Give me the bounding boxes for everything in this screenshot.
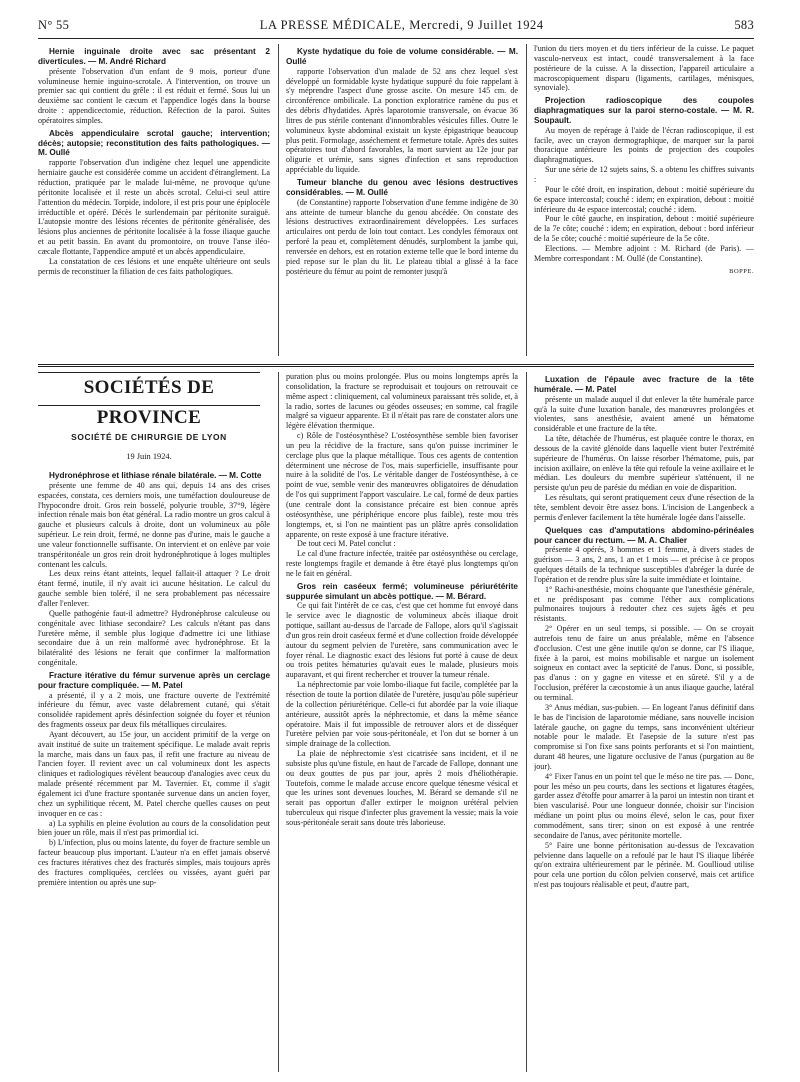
article-heading: Projection radioscopique des coupoles diaphragmatiques sur la paroi sterno-costale. — M. R. Soupault. <box>534 96 754 125</box>
article-heading: Tumeur blanche du genou avec lésions destructives considérables. — M. Oullé <box>286 177 518 197</box>
paragraph: Quelle pathogénie faut-il admettre? Hydronéphrose calculeuse ou congénitale avec lithiase secondaire? Les calculs n'étant pas dans l'uretère même, il semble plus logique d'admettre ici une lithiase secondaire due à un rein malformé avec hydronéphrose. Et la bilatéralité des lésions ne ferait que confirmer la malformation congénitale. <box>38 608 270 668</box>
signature: BOPPE. <box>729 267 754 275</box>
paragraph: a présenté, il y a 2 mois, une fracture ouverte de l'extrémité inférieure du fémur, avec vaste délabrement cutané, qui s'était consolidée rapidement après désinfection soignée du foyer et réunion des fragments osseux par deux fils métalliques circulaires. <box>38 690 270 730</box>
paragraph: Le cal d'une fracture infectée, traitée par ostéosynthèse ou cerclage, reste longtemps fragile et demande à être étayé plus longtemps qu'on ne le fait en général. <box>286 549 518 578</box>
column-divider <box>278 44 279 356</box>
top-column-3 <box>534 44 754 356</box>
paragraph: Les deux reins étant atteints, lequel fallait-il attaquer ? Le droit étant fermé, inutile, il n'y avait ici aucune hésitation. Le calcul du gauche semble bien toléré, il ne sera probablement pas nécessaire d'aller l'enlever. <box>38 569 270 608</box>
journal-title: LA PRESSE MÉDICALE, Mercredi, 9 Juillet 1924 <box>259 18 544 32</box>
bottom-column-3 <box>534 372 754 1072</box>
section-rule <box>38 364 754 367</box>
top-column-2 <box>286 44 518 356</box>
paragraph: Elections. — Membre adjoint : M. Richard (de Paris). — Membre correspondant : M. Oullé (de Constantine). <box>534 243 754 263</box>
meeting-date: 19 Juin 1924. <box>126 452 172 461</box>
article-heading: Luxation de l'épaule avec fracture de la tête humérale. — M. Patel <box>534 375 754 394</box>
paragraph: b) L'infection, plus ou moins latente, du foyer de fracture semble un facteur beaucoup plus important. L'auteur n'a en effet jamais observé ces fractures itératives chez des fracturés simples, mais toujours après des fractures compliquées, cerclées ou vissées, ayant guéri par première intention ou après une sup- <box>38 838 270 887</box>
page-number: 583 <box>734 18 754 32</box>
paragraph: présente une femme de 40 ans qui, depuis 14 ans des crises espacées, constata, ces derniers mois, une tuméfaction douloureuse de l'hypocondre droit. Gros rein bosselé, polyurie trouble, 37°9, légère infection rénale mais bon état général. La radio montre un gros calcul à gauche et plusieurs calculs à droite, dont un volumineux au pôle supérieur. Le rein droit, fermé, ne donne pas d'urine, mais le gauche a une valeur fonctionnelle suffisante. On intervient et on enlève par voie transpéritonéale un gros rein droit hydronéphrotique à loges multiples contenant les calculs. <box>38 480 270 569</box>
column-divider <box>278 372 279 1072</box>
article-heading: Gros rein caséeux fermé; volumineuse périurétérite suppurée simulant un abcès pottique. — M. Bérard. <box>286 581 518 601</box>
paragraph: 4° Fixer l'anus en un point tel que le méso ne tire pas. — Donc, pour les méso un peu courts, dans les sections et ligatures étagées, garder assez d'étoffe pour amarrer à la paroi un intestin non tirant et bien vascularisé. Pour une longueur donnée, choisir sur l'incision médiane un point plus ou moins élevé, selon le cas, pour fixer commodément, sans tirer; sinon on est exposé à une rentrée secondaire de l'anus, avec péritonite mortelle. <box>534 771 754 840</box>
paragraph: 2° Opérer en un seul temps, si possible. — On se croyait autrefois tenu de faire un anus préalable, même en l'absence d'occlusion. C'est une gêne inutile qu'on se donne, car l'S iliaque, fixée à la paroi, est moins mobilisable et nargue un isolement soigneux en contact avec la septicité de l'anus. Donc, si possible, pas d'anus : on y gagne en vitesse et en sûreté. S'il y a de l'occlusion, préférer la cæcostomie à un anus iliaque gauche, latéral ou terminal. <box>534 624 754 702</box>
paragraph: Pour le côté droit, en inspiration, debout : moitié supérieure du 6e espace intercostal; couché : idem; en expiration, debout : moitié inférieure du 4e espace intercostal; couché : idem. <box>534 184 754 214</box>
paragraph: (de Constantine) rapporte l'observation d'une femme indigène de 30 ans atteinte de tumeur blanche du genou abcédée. On constate des lésions destructives extraordinairement développées. Les surfaces articulaires ont perdu de loin tout contact. Les condyles fémoraux ont perforé la peau et, complètement dénudés, surplombent la jambe qui, renversée en dehors, est en rotation externe telle que le bord interne du pied repose sur le plan du lit. Le plateau tibial a glissé à la face postérieure du fémur au point de remonter jusqu'à <box>286 197 518 276</box>
bottom-column-1 <box>38 468 270 1072</box>
paragraph: puration plus ou moins prolongée. Plus ou moins longtemps après la consolidation, la fracture se reproduisait et toujours on retrouvait ce même aspect : cliniquement, cal volumineux paraissant très solide, et, à la radio, sortes de lacunes ou géodes osseuses; en somme, cal fragile malgré sa vigueur apparente. Et il n'était pas rare de constater alors une légère élévation thermique. <box>286 372 518 431</box>
paragraph: Ce qui fait l'intérêt de ce cas, c'est que cet homme fut envoyé dans le service avec le diagnostic de volumineux abcès iliaque droit pottique, saillant au-dessus de l'arcade de Fallope, alors qu'il s'agissait d'un gros rein droit caséeux fermé et d'une collection froide développée autour du segment pelvien de l'uretère, sans communication avec le foyer rénal. Le diagnostic exact des lésions fut porté à cause de deux ou trois petites hématuries qu'avait eues le malade, plusieurs mois auparavant, et qui firent rechercher et trouver la tumeur rénale. <box>286 601 518 680</box>
paragraph: 1° Rachi-anesthésie, moins choquante que l'anesthésie générale, et ne prédisposant pas comme l'éther aux complications pulmonaires toujours à redouter chez ces sujets âgés et peu résistants. <box>534 584 754 624</box>
paragraph: présente 4 opérés, 3 hommes et 1 femme, à divers stades de guérison — 3 ans, 2 ans, 1 an et 1 mois — et précise à ce propos quelques détails de la technique susceptibles d'abréger la durée de l'opération et de rendre plus sûre la suite immédiate et lointaine. <box>534 545 754 584</box>
society-heading: SOCIÉTÉ DE CHIRURGIE DE LYON <box>71 432 227 442</box>
article-heading: Kyste hydatique du foie de volume considérable. — M. Oullé <box>286 47 518 66</box>
paragraph: l'union du tiers moyen et du tiers inférieur de la cuisse. Le paquet vasculo-nerveux est intact, coudé transversalement à la face postérieure de la cuisse. A la dissection, l'appareil articulaire a macroscopiquement disparu (ligaments, cartilages, ménisques, synoviale). <box>534 44 754 93</box>
paragraph: rapporte l'observation d'un malade de 52 ans chez lequel s'est développé un formidable kyste hydatique suppuré du foie rappelant à s'y méprendre l'aspect d'une grosse ascite. On mesure 145 cm. de circonférence ombilicale. La ponction exploratrice ramène du pus et des débris d'hydatides. Après laparotomie transversale, on évacue 36 litres de pus stérile contenant d'innombrables vésicules filles. Outre le volumineux kyste abdominal existait un kyste épigastrique beaucoup plus petit. Formolage, asséchement et fermeture totale. Après des suites opératoires tout d'abord favorables, la mort survient au 12e jour par oligurie et urémie, sans signes d'infection et sans reproduction appréciable du liquide. <box>286 66 518 175</box>
column-divider <box>526 372 527 1072</box>
paragraph: La tête, détachée de l'humérus, est plaquée contre le thorax, en dessous de la cavité glénoïde dans laquelle vient buter l'extrémité supérieure de l'humérus. On laisse résorber l'hématome, puis, par incision axillaire, on enlève la tête qui refoule la veine axillaire et le médian. Les douleurs du membre supérieur s'atténuent, il ne persiste qu'un peu de parésie du médian en voie de disparition. <box>534 434 754 493</box>
header-rule <box>38 38 754 39</box>
paragraph: Pour le côté gauche, en inspiration, debout : moitié supérieure de la 7e côte; couché : idem; en expiration, debout : bord inférieur de la 5e côte; couché : moitié supérieure de la 5e côte. <box>534 214 754 244</box>
paragraph: c) Rôle de l'ostéosynthèse? L'ostéosynthèse semble bien favoriser un peu la récidive de la fracture, sans qu'on puisse incriminer le cerclage plus que la plaque métallique. Tous ces agents de contention déterminent une nécrose de l'os, mais superficielle, insuffisante pour nuire à la solidité de l'os. Le véritable danger de l'ostéosynthèse, à ce point de vue, semble venir des manœuvres obligatoires de dénudation de l'os qui suppriment l'apport vasculaire. Le cal, formé de deux parties (une centrale dont la consistance précaire est bien connue après ostéosynthèse, une périphérique encore plus faible), reste mou très longtemps, et, si l'on ne maintient pas un plâtre après consolidation apparente, on reste exposé à une fracture itérative. <box>286 431 518 539</box>
running-header <box>38 18 754 36</box>
article-heading: Hernie inguinale droite avec sac présentant 2 diverticules. — M. André Richard <box>38 47 270 66</box>
paragraph: Les résultats, qui seront pratiquement ceux d'une résection de la tête, semblent devoir être assez bons. L'incision de Langenbeck a permis d'enlever facilement la tête humérale logée dans l'aisselle. <box>534 493 754 522</box>
article-heading: Quelques cas d'amputations abdomino-périnéales pour cancer du rectum. — M. A. Chalier <box>534 525 754 545</box>
paragraph: 5° Faire une bonne péritonisation au-dessus de l'excavation pelvienne dans laquelle on a refoulé par le haut l'S iliaque libérée qu'on extraira ultérieurement par le périnée. M. Goullioud utilise pour cela une portion du côlon pelvien conservé, mais cet artifice n'est pas toujours réalisable et peut, d'autre part, <box>534 840 754 890</box>
paragraph: 3° Anus médian, sus-pubien. — En logeant l'anus définitif dans le bas de l'incision de laparotomie médiane, sans nouvelle incision latérale gauche, on gagne du temps, sans inconvénient ultérieur notable pour le malade. Et l'asepsie de la suture n'est pas compromise si l'on fixe sans points perforants et si l'on maintient, durant 48 heures, une ligature occlusive de l'anus (purgation au 8e jour). <box>534 702 754 771</box>
article-heading: Abcès appendiculaire scrotal gauche; intervention; décès; autopsie; reconstitution des faits pathologiques. — M. Oullé <box>38 128 270 158</box>
section-banner: SOCIÉTÉS DE PROVINCE <box>38 372 260 406</box>
article-heading: Hydronéphrose et lithiase rénale bilatérale. — M. Cotte <box>49 471 262 480</box>
paragraph: Sur une série de 12 sujets sains, S. a obtenu les chiffres suivants : <box>534 165 754 184</box>
paragraph: présente un malade auquel il dut enlever la tête humérale parce qu'à la suite d'une luxation banale, des manœuvres prolongées et violentes, sans anesthésie, avaient amené un hématome considérable et une fracture de la tête. <box>534 394 754 434</box>
paragraph: La néphrectomie par voie lombo-iliaque fut facile, complétée par la résection de toute la portion dilatée de l'uretère, jusqu'au pôle supérieur de la collection périurétérique. Celle-ci fut abordée par la voie iliaque antérieure, aussitôt après la néphrectomie, et dans la même séance opératoire. Mais il fut impossible de retrouver alors et de disséquer l'uretère pelvien par voie sous-péritonéale, et l'on dut se borner à un simple drainage de la collection. <box>286 680 518 749</box>
top-column-1 <box>38 44 270 356</box>
paragraph: La constatation de ces lésions et une enquête ultérieure ont seuls permis de reconstituer la filiation de ces faits pathologiques. <box>38 256 270 276</box>
bottom-column-2 <box>286 372 518 1072</box>
paragraph: Au moyen de repérage à l'aide de l'écran radioscopique, il est facile, avec un crayon dermographique, de marquer sur la paroi thoracique antérieure les points de projection des coupoles diaphragmatiques. <box>534 125 754 165</box>
paragraph: présente l'observation d'un enfant de 9 mois, porteur d'une volumineuse hernie inguino-scrotale. A l'intervention, on trouve un premier sac qui contient du grêle : il est réduit et fermé. Sous lui un deuxième sac contient le cæcum et l'appendice logés dans la bourse droite : appendicectomie, réduction. Réfection de la paroi. Suites opératoires simples. <box>38 66 270 125</box>
article-heading: Fracture itérative du fémur survenue après un cerclage pour fracture compliquée. — M. Patel <box>38 670 270 690</box>
column-divider <box>526 44 527 356</box>
paragraph: De tout ceci M. Patel conclut : <box>297 539 396 549</box>
issue-number: N° 55 <box>38 18 70 32</box>
paragraph: a) La syphilis en pleine évolution au cours de la consolidation peut bien jouer un rôle, mais il n'est pas primordial ici. <box>38 818 270 838</box>
paragraph: Ayant découvert, au 15e jour, un accident primitif de la verge on avait institué de suite un traitement spécifique. Le malade avait repris la marche, mais dans un faux pas, il refit une fracture au niveau de l'ancien foyer. Il revient avec un cal volumineux dont les aspects cliniques et radiologiques révèlent beaucoup d'analogies avec ceux du malade présenté récemment par M. Tavernier. Et, comme il s'agit également ici d'une fracture spontanée survenue dans un ancien foyer, chez un syphilitique récent, M. Patel cherche quelles causes on peut invoquer en ce cas : <box>38 729 270 818</box>
paragraph: La plaie de néphrectomie s'est cicatrisée sans incident, et il ne subsiste plus qu'une fistule, en haut de l'arcade de Fallope, donnant une ou deux gouttes de pus par jour, après 2 mois d'héliothérapie. Toutefois, comme le malade accuse encore quelque ténesme vésical et que les urines sont devenues louches, M. Bérard se demande s'il ne serait pas opportun d'aller extirper le moignon urétéral pelvien tuberculeux qui risque d'infecter plus gravement la vessie; mais la voie sous-péritonéale serait sans doute très laborieuse. <box>286 749 518 827</box>
paragraph: rapporte l'observation d'un indigène chez lequel une appendicite herniaire gauche est considérée comme un accident d'étranglement. La réduction, pratiquée par le malade lui-même, ne provoque qu'une péritonite localisée et il reste un abcès scrotal. Celui-ci seul attire l'attention du médecin. Torpide, indolore, il est pris pour une épiplocèle irréductible et opéré. Décès le surlendemain par péritonite suraiguë. L'autopsie montre des lésions récentes de péritonite généralisée, des lésions plus anciennes de péritonite localisée à la fosse iliaque gauche et au petit bassin. En avant du promontoire, on trouve l'anse iléo-cæcale flottante, l'appendice amputé et un abcès appendiculaire. <box>38 158 270 256</box>
